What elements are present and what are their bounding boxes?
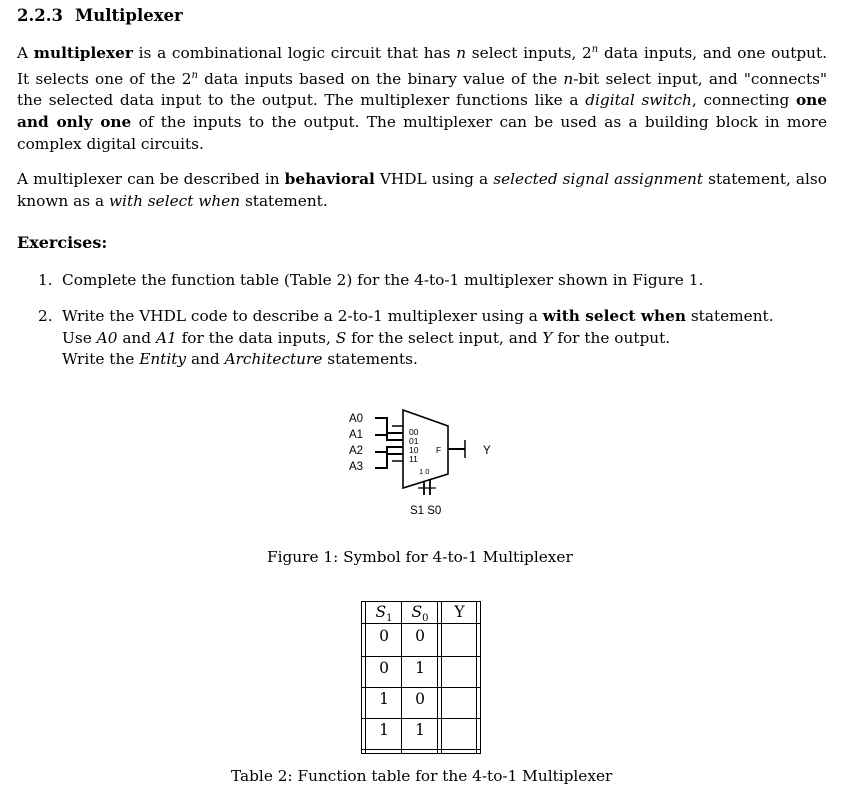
exercise-item-1: 1. Complete the function table (Table 2) for the 4-to-1 multiplexer shown in Figure 1. <box>38 271 704 289</box>
code-10: 10 <box>409 445 419 455</box>
code-01: 01 <box>409 436 419 446</box>
code-00: 00 <box>409 427 419 437</box>
exercise-item-2: 2. Write the VHDL code to describe a 2-to-1 multiplexer using a with select when statement. Use A0 and A1 for the data inputs, S for the select input, and Y for the output. Write the Entity and Architecture statements. <box>38 307 774 369</box>
input-label-a1: A1 <box>349 429 364 441</box>
output-label-y: Y <box>483 445 491 457</box>
select-label: S1 S0 <box>410 505 442 517</box>
section-title: Multiplexer <box>75 6 183 25</box>
input-label-a0: A0 <box>349 413 364 425</box>
table-header-y: Y <box>454 603 465 621</box>
exercises-title: Exercises: <box>17 233 108 252</box>
output-pin-label: F <box>436 445 442 455</box>
table-cell-s0-row1: 0 <box>415 627 425 645</box>
paragraph-multiplexer-definition: A multiplexer is a combinational logic circuit that has n select inputs, 2$^n$ data inputs, and one output. It selects one of the 2$^n$ data inputs based on the binary value of the n-bit select input, and "connects" the selected data input to the output. The multiplexer functions like a digital switch, connecting one and only one of the inputs to the output. The multiplexer can be used as a building block in more complex digital circuits. <box>17 44 828 153</box>
code-11: 11 <box>409 454 418 464</box>
table-caption: Table 2: Function table for the 4-to-1 Multiplexer <box>231 767 613 785</box>
input-label-a2: A2 <box>349 445 364 457</box>
figure-caption: Figure 1: Symbol for 4-to-1 Multiplexer <box>267 548 573 566</box>
paragraph-behavioral-vhdl: A multiplexer can be described in behavioral VHDL using a selected signal assignment statement, also known as a with select when statement. <box>17 170 827 210</box>
table-header-s1: $S_1$ <box>375 603 393 625</box>
table-cell-s1-row1: 0 <box>379 627 389 645</box>
table-cell-s1-row2: 0 <box>379 659 389 677</box>
input-label-a3: A3 <box>349 461 364 473</box>
table-cell-s0-row3: 0 <box>415 690 425 708</box>
table-cell-s1-row3: 1 <box>379 690 389 708</box>
table-cell-s0-row4: 1 <box>415 721 425 739</box>
section-number: 2.2.3 <box>17 6 63 25</box>
table-header-s0: $S_0$ <box>411 603 429 625</box>
table-cell-s1-row4: 1 <box>379 721 389 739</box>
table-cell-s0-row2: 1 <box>415 659 425 677</box>
select-pin-labels: 1 0 <box>419 467 430 476</box>
